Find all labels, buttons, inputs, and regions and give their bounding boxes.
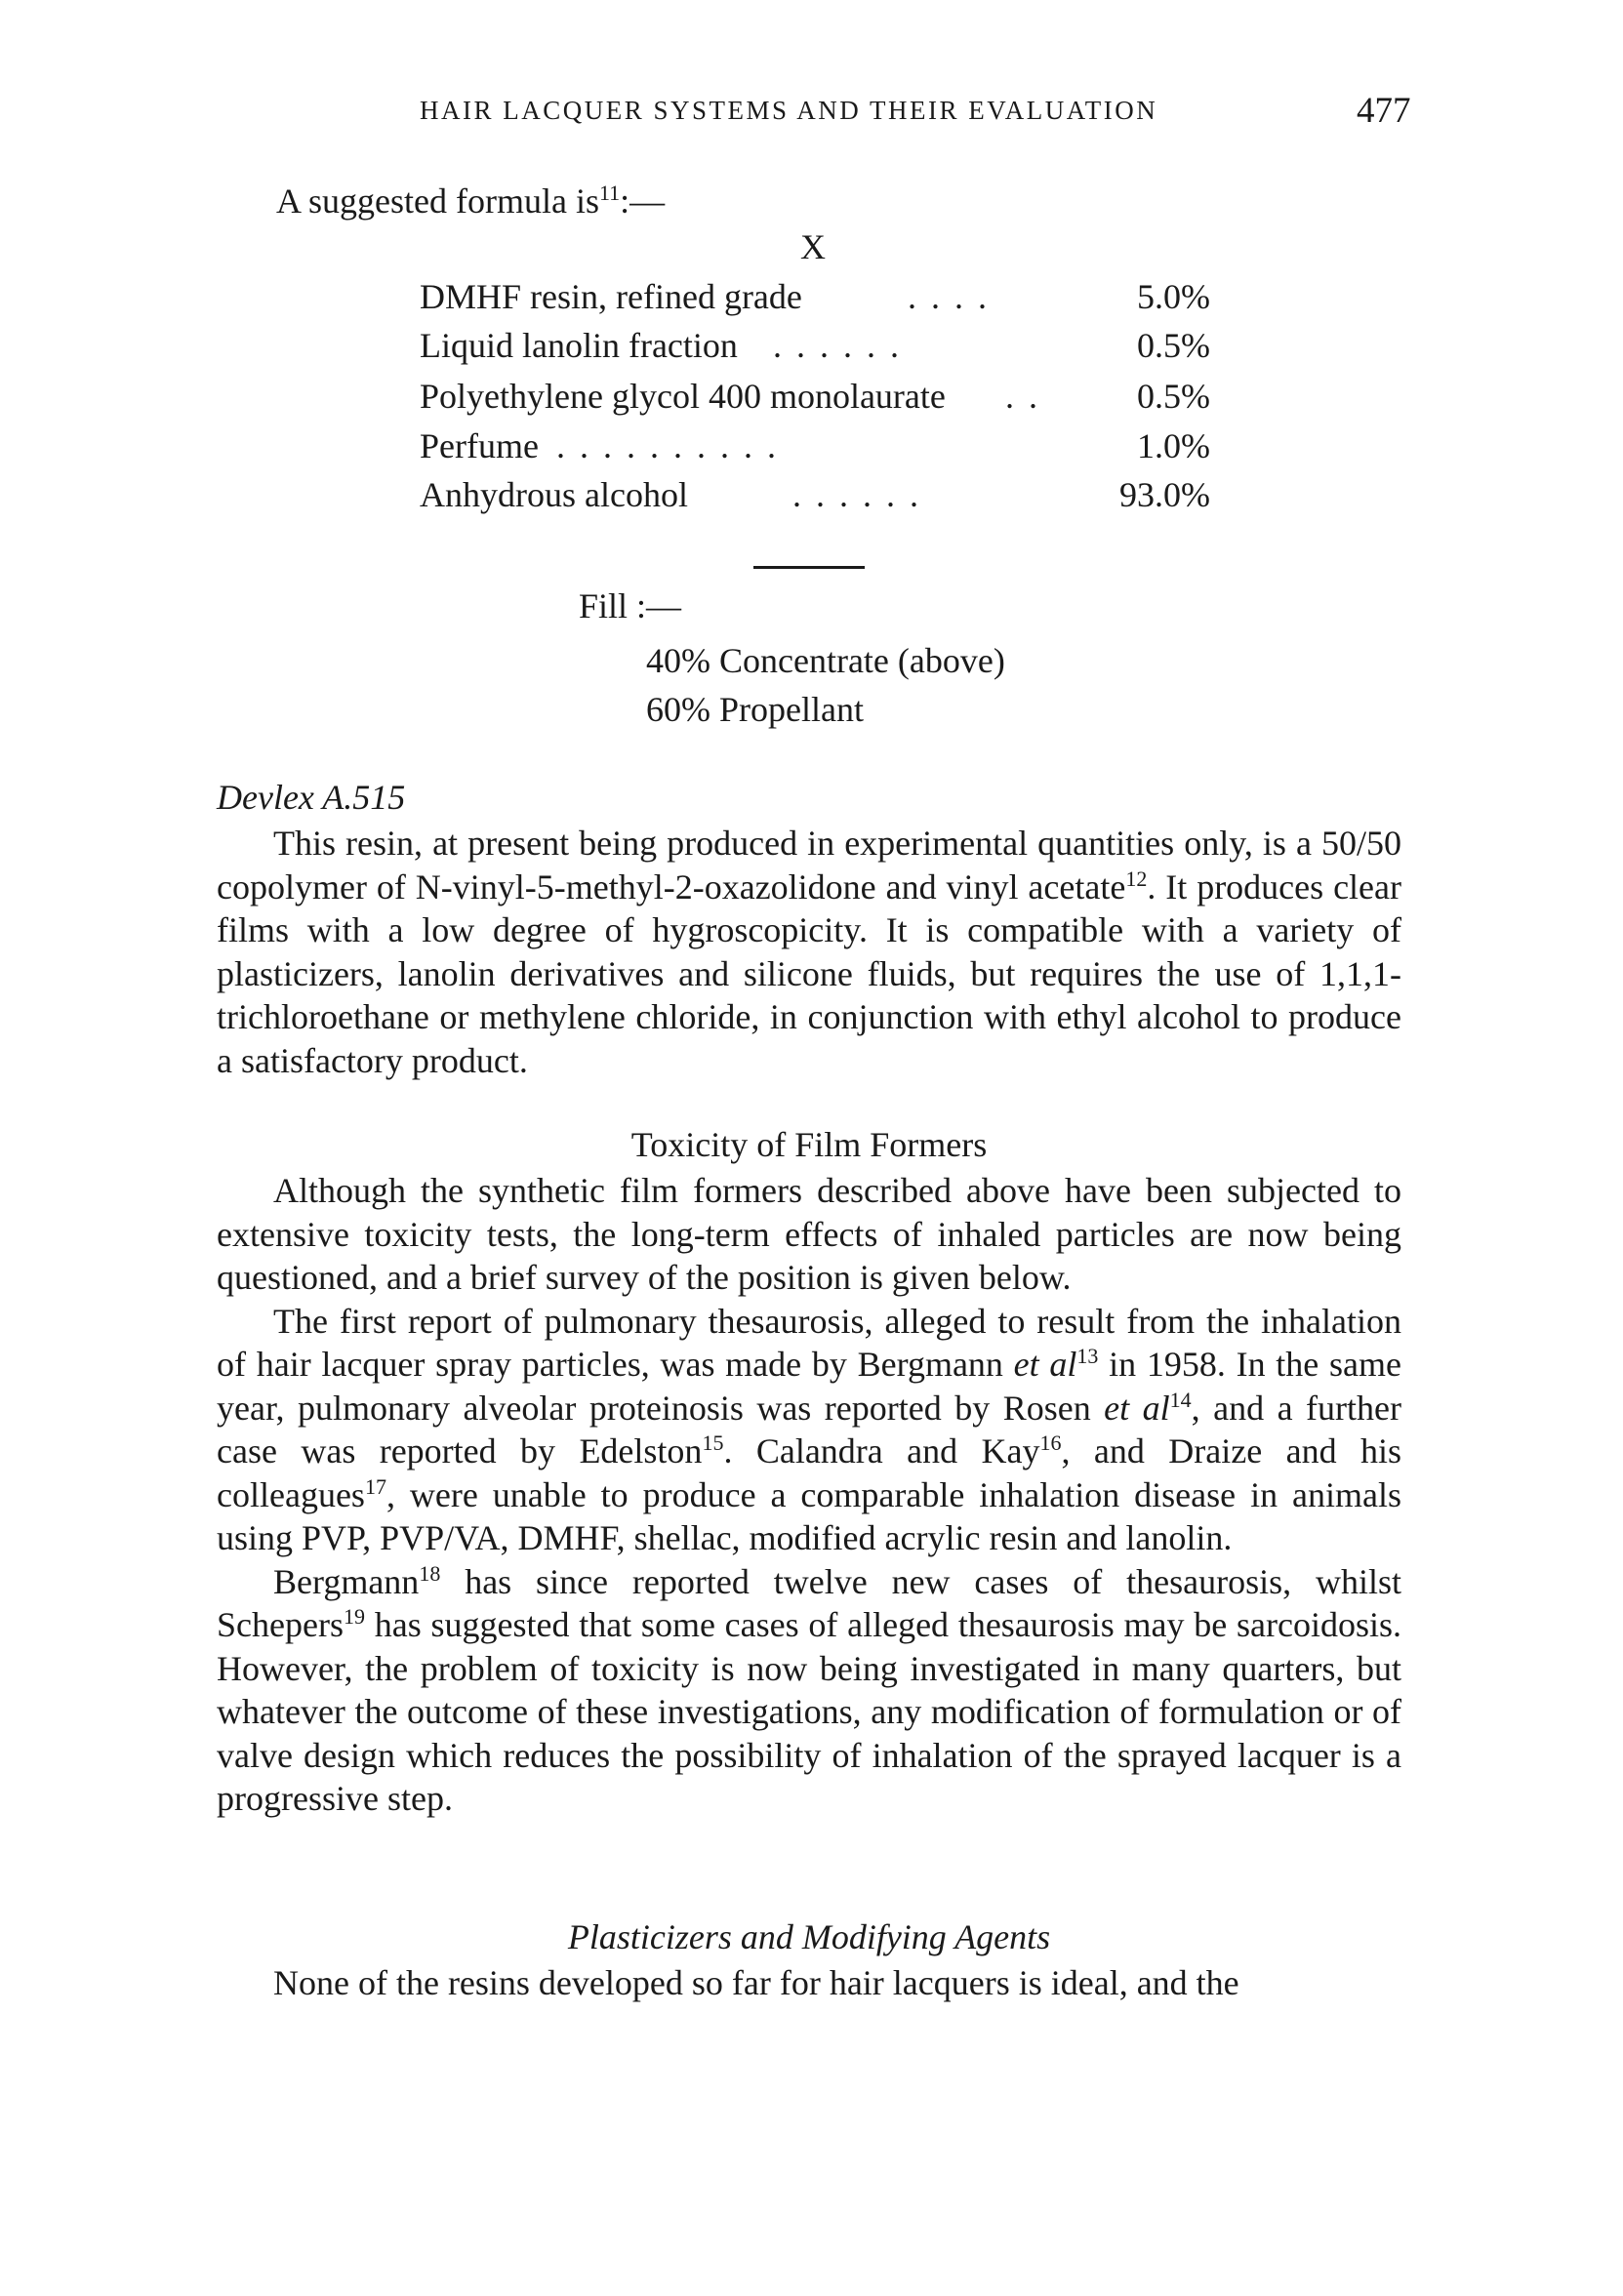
formula-row (420, 276, 1210, 325)
reference-superscript: 15 (702, 1430, 724, 1455)
toxicity-heading: Toxicity of Film Formers (630, 1125, 988, 1164)
ingredient-name: Perfume (420, 426, 539, 465)
formula-row (420, 474, 1210, 523)
ingredient-percent: 0.5% (1137, 326, 1210, 365)
toxicity-paragraph-1: Although the synthetic film formers described above have been subjected to extensive toxicity tests, the long-term effects of inhaled particles are now being questioned, and a brief survey of the position is given below. (217, 1171, 1401, 1297)
reference-superscript: 13 (1076, 1344, 1099, 1368)
ingredient-percent: 0.5% (1137, 377, 1210, 416)
reference-superscript: 16 (1039, 1430, 1062, 1455)
leader-dots: . . . . . . (792, 475, 921, 514)
running-title: HAIR LACQUER SYSTEMS AND THEIR EVALUATION (420, 96, 1158, 125)
reference-superscript: 12 (1125, 866, 1148, 891)
reference-superscript: 11 (598, 181, 621, 205)
ingredient-percent: 93.0% (1119, 475, 1210, 514)
ingredient-name: Anhydrous alcohol (420, 475, 688, 514)
plasticizers-heading: Plasticizers and Modifying Agents (567, 1917, 1051, 1956)
fill-line: 40% Concentrate (above) (646, 641, 1005, 680)
page-number: 477 (1357, 91, 1411, 131)
leader-dots: . . . . . . (773, 326, 902, 365)
formula-column-label: X (800, 227, 826, 266)
reference-superscript: 18 (419, 1560, 441, 1586)
formula-row (420, 376, 1210, 424)
reference-superscript: 14 (1169, 1387, 1192, 1412)
formula-intro: A suggested formula $is^{11}:—$ (276, 181, 666, 221)
ingredient-name: DMHF resin, refined grade (420, 277, 802, 316)
leader-dots: . . . . . . . . . . (556, 426, 779, 465)
ingredient-percent: 5.0% (1137, 277, 1210, 316)
leader-dots: . . . . (908, 277, 990, 316)
toxicity-paragraph-2: The first report of pulmonary thesaurosis, alleged to result from the inhalation of hair lacquer spray particles, was made by Bergmann et $al^{13}$ in 1958. In the same year, pulmonary alveolar proteinosis was reported by Rosen et $al^{14}$, and a further case was reported by Edelston$^{15}$. Calandra and Kay$^{16}$, and Draize and his colleagues$^{17}$, were unable to produce a comparable inhalation disease in animals using PVP, PVP/VA, DMHF, shellac, modified acrylic resin and lanolin. (217, 1301, 1401, 1557)
ingredient-name: Polyethylene glycol 400 monolaurate (420, 377, 946, 416)
plasticizers-paragraph: None of the resins developed so far for hair lacquers is ideal, and the (273, 1963, 1239, 2002)
fill-label: Fill :— (579, 586, 682, 625)
formula-row (420, 325, 1210, 374)
fill-line: 60% Propellant (646, 690, 864, 729)
devlex-heading: Devlex A.515 (217, 778, 406, 817)
reference-superscript: 19 (343, 1604, 365, 1629)
ingredient-name: Liquid lanolin fraction (420, 326, 738, 365)
toxicity-paragraph-3: Bergmann$^{18}$ has since reported twelve new cases of thesaurosis, whilst Schepers$^{19}$ has suggested that some cases of alleged thesaurosis may be sarcoidosis. However, the problem of toxicity is now being investigated in many quarters, but whatever the outcome of these investigations, any modification of formulation or of valve design which reduces the possibility of inhalation of the sprayed lacquer is a progressive step. (217, 1560, 1401, 1818)
devlex-paragraph: This resin, at present being produced in experimental quantities only, is a 50/50 copolymer of N-vinyl-5-methyl-2-oxazolidone and vinyl acetate$^{12}$. It produces clear films with a low degree of hygroscopicity. It is compatible with a variety of plasticizers, lanolin derivatives and silicone fluids, but requires the use of 1,1,1-trichloroethane or methylene chloride, in conjunction with ethyl alcohol to produce a satisfactory product. (217, 824, 1402, 1080)
formula-divider (753, 566, 865, 569)
leader-dots: . . (1005, 377, 1040, 416)
formula-row (420, 425, 1210, 474)
toxicity-body (217, 1169, 1401, 1821)
reference-superscript: 17 (364, 1473, 386, 1499)
ingredient-percent: 1.0% (1137, 426, 1210, 465)
